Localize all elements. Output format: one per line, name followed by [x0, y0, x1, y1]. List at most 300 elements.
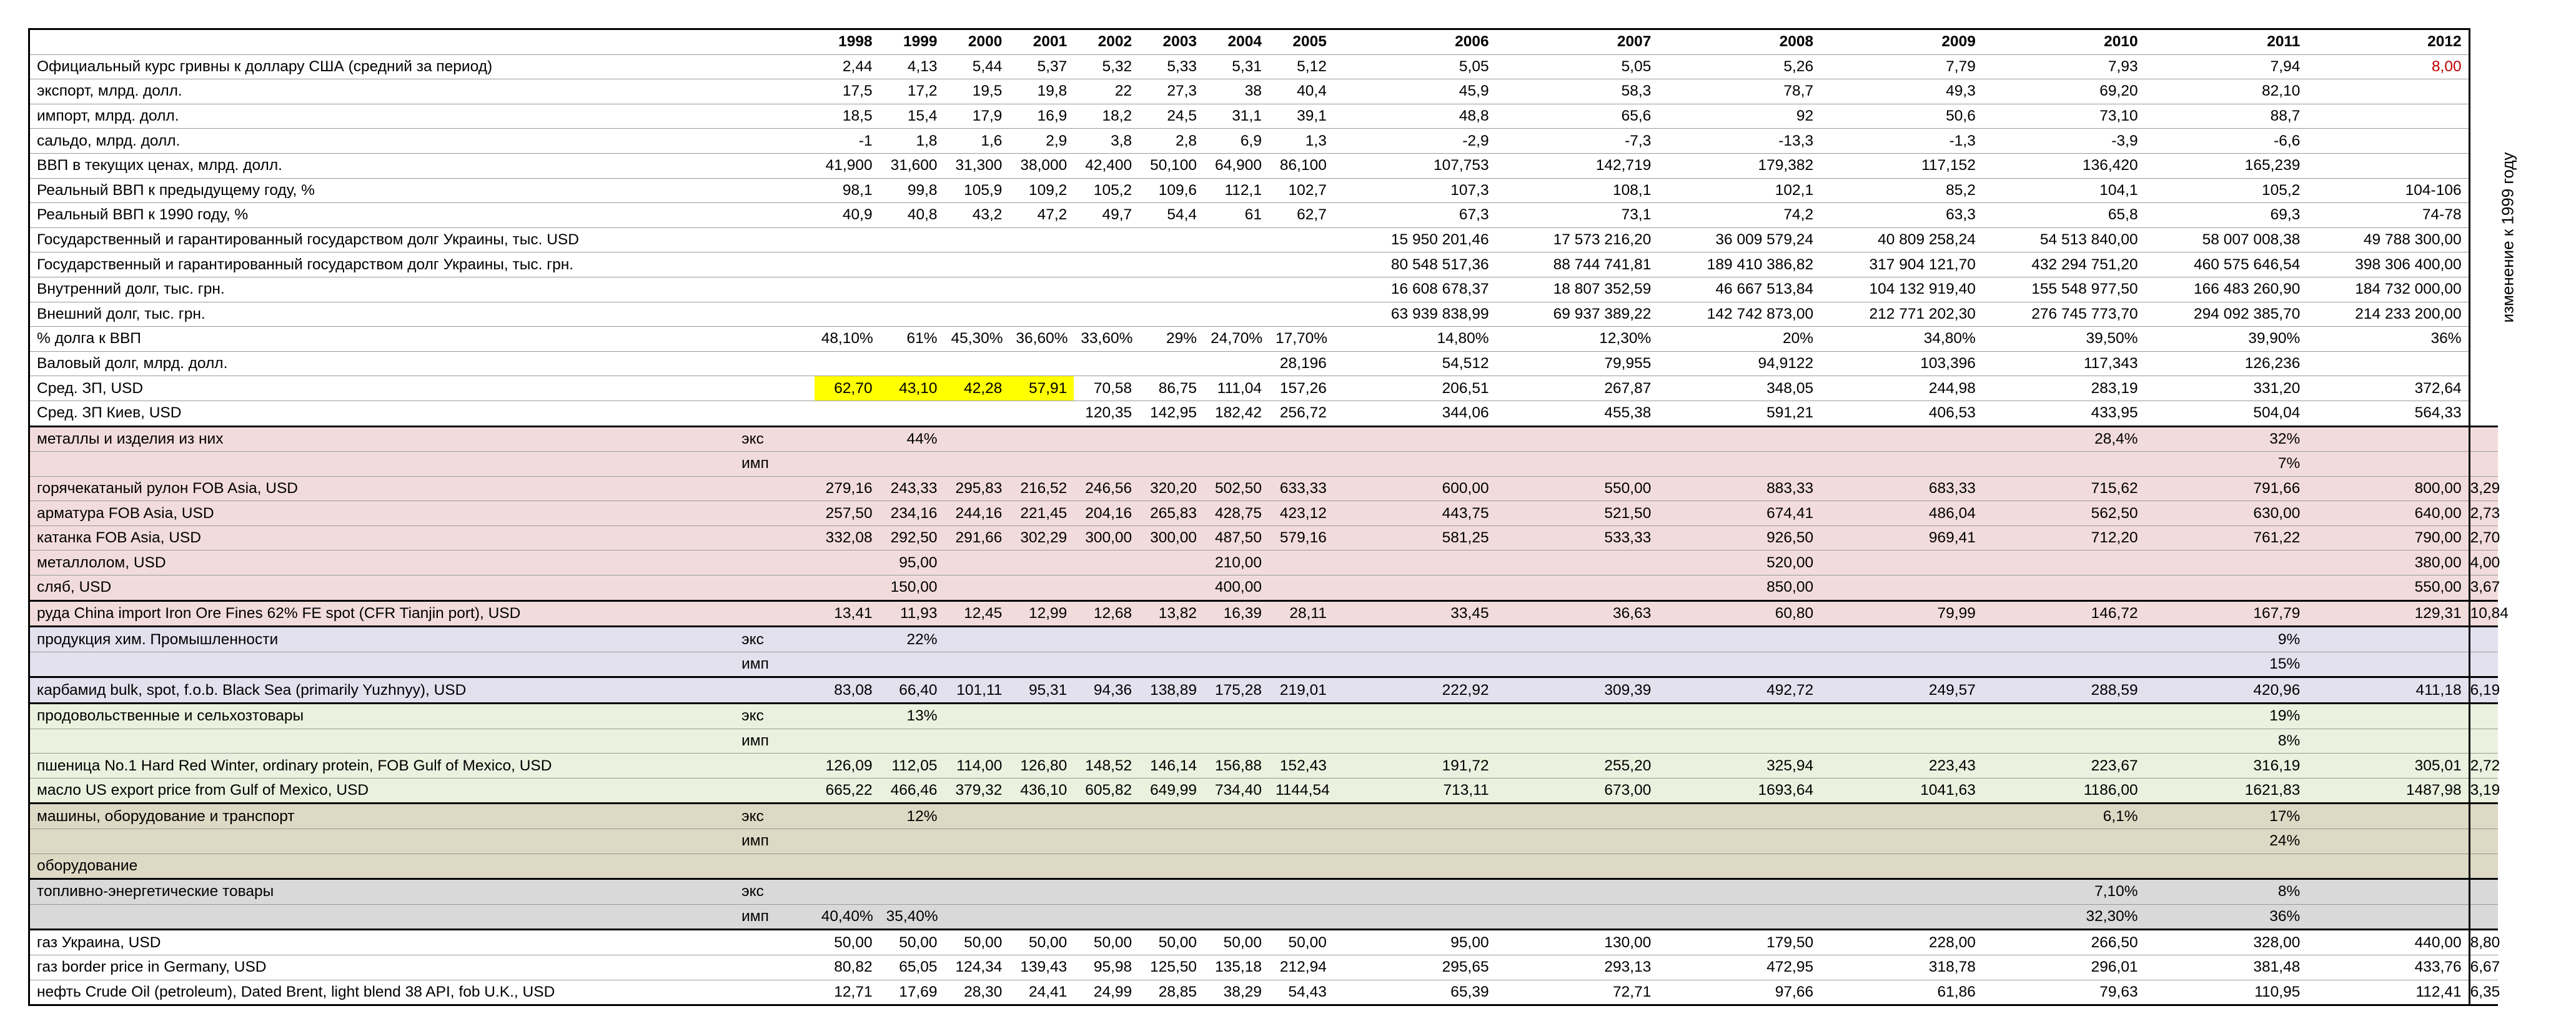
row-sublabel: [738, 854, 815, 879]
value-cell: 1,6: [944, 129, 1009, 154]
table-row: [29, 525, 2499, 550]
value-cell: [879, 351, 944, 376]
value-cell: [1269, 652, 1334, 677]
value-cell: 73,10: [1983, 104, 2145, 129]
value-cell: [2307, 829, 2469, 854]
value-cell: [1658, 652, 1820, 677]
value-cell: [1269, 426, 1334, 452]
row-label: сляб, USD: [29, 575, 738, 601]
value-cell: 80 548 517,36: [1334, 252, 1496, 277]
value-cell: 504,04: [2145, 401, 2307, 426]
value-cell: 47,2: [1009, 203, 1074, 228]
row-label: газ border price in Germany, USD: [29, 955, 738, 980]
value-cell: 36%: [2307, 327, 2469, 352]
table-row: [29, 476, 2499, 501]
value-cell: [1983, 575, 2145, 601]
value-cell: [1496, 426, 1658, 452]
year-header: 2008: [1658, 29, 1820, 55]
value-cell: 40,40%: [815, 904, 879, 930]
value-cell: 17,9: [944, 104, 1009, 129]
value-cell: 41,900: [815, 153, 879, 178]
value-cell: [1334, 804, 1496, 829]
value-cell: 5,31: [1204, 54, 1269, 79]
value-cell: 99,8: [879, 178, 944, 203]
change-cell: [2469, 879, 2498, 905]
value-cell: 69,20: [1983, 79, 2145, 104]
value-cell: -1: [815, 129, 879, 154]
row-sublabel: [738, 754, 815, 779]
value-cell: 50,00: [1139, 930, 1204, 955]
value-cell: 348,05: [1658, 376, 1820, 401]
value-cell: [944, 854, 1009, 879]
value-cell: [944, 804, 1009, 829]
value-cell: [1139, 879, 1204, 905]
value-cell: [1983, 854, 2145, 879]
value-cell: [1334, 904, 1496, 930]
value-cell: 109,6: [1139, 178, 1204, 203]
row-label: металлолом, USD: [29, 550, 738, 575]
value-cell: [1496, 575, 1658, 601]
value-cell: [1009, 302, 1074, 327]
value-cell: [1009, 401, 1074, 426]
row-label: масло US export price from Gulf of Mexico, USD: [29, 778, 738, 804]
value-cell: 45,30%: [944, 327, 1009, 352]
value-cell: 372,64: [2307, 376, 2469, 401]
table-row: [29, 904, 2499, 930]
value-cell: [944, 575, 1009, 601]
value-cell: 65,05: [879, 955, 944, 980]
value-cell: 39,1: [1269, 104, 1334, 129]
value-cell: 28,4%: [1983, 426, 2145, 452]
value-cell: -2,9: [1334, 129, 1496, 154]
value-cell: [1820, 426, 1983, 452]
value-cell: 432 294 751,20: [1983, 252, 2145, 277]
table-row: [29, 426, 2499, 452]
value-cell: [2145, 854, 2307, 879]
table-row: [29, 600, 2499, 627]
value-cell: 40,9: [815, 203, 879, 228]
value-cell: [1269, 252, 1334, 277]
value-cell: [1139, 904, 1204, 930]
row-sublabel: [738, 252, 815, 277]
value-cell: 102,1: [1658, 178, 1820, 203]
value-cell: 148,52: [1074, 754, 1139, 779]
row-sublabel: [738, 955, 815, 980]
value-cell: 243,33: [879, 476, 944, 501]
value-cell: 48,8: [1334, 104, 1496, 129]
row-sublabel: [738, 79, 815, 104]
change-cell: [2469, 829, 2498, 854]
row-sublabel: [738, 227, 815, 252]
value-cell: [1269, 550, 1334, 575]
value-cell: 139,43: [1009, 955, 1074, 980]
value-cell: 98,1: [815, 178, 879, 203]
row-label: % долга к ВВП: [29, 327, 738, 352]
value-cell: [1139, 351, 1204, 376]
value-cell: [2307, 627, 2469, 652]
table-row: [29, 277, 2499, 302]
change-cell: [2469, 401, 2498, 426]
value-cell: 36 009 579,24: [1658, 227, 1820, 252]
value-cell: 17,5: [815, 79, 879, 104]
value-cell: 380,00: [2307, 550, 2469, 575]
row-label: оборудование: [29, 854, 738, 879]
value-cell: 29%: [1139, 327, 1204, 352]
value-cell: [1334, 652, 1496, 677]
value-cell: [2307, 904, 2469, 930]
value-cell: 62,70: [815, 376, 879, 401]
row-sublabel: экс: [738, 627, 815, 652]
value-cell: 7,93: [1983, 54, 2145, 79]
value-cell: [1139, 575, 1204, 601]
row-sublabel: имп: [738, 829, 815, 854]
value-cell: [1658, 729, 1820, 754]
year-header: 2004: [1204, 29, 1269, 55]
value-cell: 443,75: [1334, 501, 1496, 526]
value-cell: 5,33: [1139, 54, 1204, 79]
year-header: 2003: [1139, 29, 1204, 55]
row-sublabel: имп: [738, 652, 815, 677]
value-cell: -13,3: [1658, 129, 1820, 154]
value-cell: [879, 829, 944, 854]
value-cell: 1693,64: [1658, 778, 1820, 804]
value-cell: [944, 829, 1009, 854]
table-row: [29, 627, 2499, 652]
table-row: [29, 501, 2499, 526]
value-cell: 550,00: [1496, 476, 1658, 501]
value-cell: 165,239: [2145, 153, 2307, 178]
table-row: [29, 203, 2499, 228]
value-cell: 67,3: [1334, 203, 1496, 228]
value-cell: 5,05: [1496, 54, 1658, 79]
value-cell: 790,00: [2307, 525, 2469, 550]
change-cell: 2,70: [2469, 525, 2498, 550]
value-cell: [944, 227, 1009, 252]
value-cell: 1,3: [1269, 129, 1334, 154]
value-cell: 562,50: [1983, 501, 2145, 526]
value-cell: [815, 452, 879, 477]
row-sublabel: экс: [738, 704, 815, 729]
value-cell: [1269, 829, 1334, 854]
value-cell: [1820, 904, 1983, 930]
value-cell: [1658, 627, 1820, 652]
year-header: 2006: [1334, 29, 1496, 55]
row-sublabel: [738, 525, 815, 550]
value-cell: 54 513 840,00: [1983, 227, 2145, 252]
row-sublabel: экс: [738, 879, 815, 905]
change-cell: [2469, 104, 2498, 129]
value-cell: [2307, 426, 2469, 452]
value-cell: 95,00: [879, 550, 944, 575]
row-sublabel: [738, 302, 815, 327]
value-cell: [815, 704, 879, 729]
value-cell: [1009, 252, 1074, 277]
change-cell: [2469, 54, 2498, 79]
year-header: 2009: [1820, 29, 1983, 55]
row-sublabel: имп: [738, 452, 815, 477]
year-header: 2010: [1983, 29, 2145, 55]
table-row: [29, 575, 2499, 601]
value-cell: [1269, 227, 1334, 252]
value-cell: [1009, 452, 1074, 477]
value-cell: 292,50: [879, 525, 944, 550]
value-cell: 79,955: [1496, 351, 1658, 376]
value-cell: 94,9122: [1658, 351, 1820, 376]
row-label: Внешний долг, тыс. грн.: [29, 302, 738, 327]
value-cell: [1269, 854, 1334, 879]
value-cell: 244,16: [944, 501, 1009, 526]
table-row: [29, 227, 2499, 252]
value-cell: 216,52: [1009, 476, 1074, 501]
value-cell: 219,01: [1269, 677, 1334, 704]
value-cell: 328,00: [2145, 930, 2307, 955]
value-cell: 43,2: [944, 203, 1009, 228]
value-cell: 24,99: [1074, 980, 1139, 1005]
value-cell: 12%: [879, 804, 944, 829]
table-row: [29, 778, 2499, 804]
value-cell: [1496, 627, 1658, 652]
side-header: [2469, 29, 2498, 55]
value-cell: 5,26: [1658, 54, 1820, 79]
value-cell: 17,2: [879, 79, 944, 104]
value-cell: 492,72: [1658, 677, 1820, 704]
value-cell: [944, 401, 1009, 426]
value-cell: 58,3: [1496, 79, 1658, 104]
value-cell: [944, 550, 1009, 575]
value-cell: 8,00: [2307, 54, 2469, 79]
value-cell: [944, 252, 1009, 277]
value-cell: [1074, 426, 1139, 452]
value-cell: 120,35: [1074, 401, 1139, 426]
value-cell: 69,3: [2145, 203, 2307, 228]
value-cell: [879, 879, 944, 905]
value-cell: 34,80%: [1820, 327, 1983, 352]
value-cell: 316,19: [2145, 754, 2307, 779]
value-cell: 223,43: [1820, 754, 1983, 779]
value-cell: -7,3: [1496, 129, 1658, 154]
value-cell: 88 744 741,81: [1496, 252, 1658, 277]
table-row: [29, 401, 2499, 426]
value-cell: 42,28: [944, 376, 1009, 401]
value-cell: [944, 277, 1009, 302]
value-cell: [1009, 351, 1074, 376]
table-row: [29, 54, 2499, 79]
value-cell: [1204, 904, 1269, 930]
value-cell: 212,94: [1269, 955, 1334, 980]
value-cell: 320,20: [1139, 476, 1204, 501]
value-cell: [1496, 829, 1658, 854]
row-label: ВВП в текущих ценах, млрд. долл.: [29, 153, 738, 178]
value-cell: [1009, 627, 1074, 652]
row-sublabel: [738, 476, 815, 501]
value-cell: [944, 627, 1009, 652]
year-header: 2011: [2145, 29, 2307, 55]
row-sublabel: [738, 153, 815, 178]
value-cell: [944, 729, 1009, 754]
value-cell: 18,2: [1074, 104, 1139, 129]
value-cell: [944, 879, 1009, 905]
table-row: [29, 302, 2499, 327]
value-cell: 221,45: [1009, 501, 1074, 526]
value-cell: 104 132 919,40: [1820, 277, 1983, 302]
value-cell: 591,21: [1658, 401, 1820, 426]
row-label: арматура FOB Asia, USD: [29, 501, 738, 526]
value-cell: 13,82: [1139, 600, 1204, 627]
row-label: экспорт, млрд. долл.: [29, 79, 738, 104]
value-cell: 142,719: [1496, 153, 1658, 178]
change-cell: 6,19: [2469, 677, 2498, 704]
row-label: топливно-энергетические товары: [29, 879, 738, 905]
row-label: пшеница No.1 Hard Red Winter, ordinary protein, FOB Gulf of Mexico, USD: [29, 754, 738, 779]
value-cell: 1041,63: [1820, 778, 1983, 804]
row-label: сальдо, млрд. долл.: [29, 129, 738, 154]
value-cell: [1820, 829, 1983, 854]
value-cell: 5,32: [1074, 54, 1139, 79]
value-cell: 7,94: [2145, 54, 2307, 79]
value-cell: [1496, 550, 1658, 575]
value-cell: [1204, 627, 1269, 652]
table-row: [29, 804, 2499, 829]
row-sublabel: имп: [738, 729, 815, 754]
value-cell: [815, 351, 879, 376]
value-cell: 436,10: [1009, 778, 1074, 804]
value-cell: 212 771 202,30: [1820, 302, 1983, 327]
value-cell: 255,20: [1496, 754, 1658, 779]
value-cell: [1204, 729, 1269, 754]
table-row: [29, 351, 2499, 376]
value-cell: 125,50: [1139, 955, 1204, 980]
value-cell: [815, 426, 879, 452]
value-cell: [1139, 829, 1204, 854]
value-cell: [2145, 550, 2307, 575]
value-cell: 791,66: [2145, 476, 2307, 501]
value-cell: 15,4: [879, 104, 944, 129]
value-cell: [1139, 302, 1204, 327]
value-cell: 50,00: [1074, 930, 1139, 955]
value-cell: 101,11: [944, 677, 1009, 704]
value-cell: 31,1: [1204, 104, 1269, 129]
year-header: 1999: [879, 29, 944, 55]
value-cell: [1009, 277, 1074, 302]
value-cell: 712,20: [1983, 525, 2145, 550]
value-cell: [815, 627, 879, 652]
table-row: [29, 452, 2499, 477]
value-cell: 175,28: [1204, 677, 1269, 704]
change-cell: 4,00: [2469, 550, 2498, 575]
value-cell: 24,41: [1009, 980, 1074, 1005]
value-cell: 24,5: [1139, 104, 1204, 129]
value-cell: [815, 227, 879, 252]
value-cell: 486,04: [1820, 501, 1983, 526]
value-cell: 276 745 773,70: [1983, 302, 2145, 327]
value-cell: [1496, 704, 1658, 729]
value-cell: [1074, 829, 1139, 854]
value-cell: 36,60%: [1009, 327, 1074, 352]
value-cell: 640,00: [2307, 501, 2469, 526]
value-cell: 24,70%: [1204, 327, 1269, 352]
value-cell: 105,2: [1074, 178, 1139, 203]
value-cell: 61,86: [1820, 980, 1983, 1005]
value-cell: 302,29: [1009, 525, 1074, 550]
value-cell: 14,80%: [1334, 327, 1496, 352]
value-cell: [815, 879, 879, 905]
value-cell: [1334, 729, 1496, 754]
value-cell: [1820, 452, 1983, 477]
value-cell: 66,40: [879, 677, 944, 704]
value-cell: [1204, 804, 1269, 829]
table-row: [29, 955, 2499, 980]
value-cell: 54,43: [1269, 980, 1334, 1005]
value-cell: 107,3: [1334, 178, 1496, 203]
value-cell: [1820, 575, 1983, 601]
value-cell: 48,10%: [815, 327, 879, 352]
value-cell: 16,9: [1009, 104, 1074, 129]
value-cell: 114,00: [944, 754, 1009, 779]
row-label: нефть Crude Oil (petroleum), Dated Brent, light blend 38 API, fob U.K., USD: [29, 980, 738, 1005]
value-cell: [1983, 627, 2145, 652]
row-sublabel: [738, 277, 815, 302]
value-cell: [1334, 452, 1496, 477]
value-cell: [1009, 704, 1074, 729]
value-cell: [879, 854, 944, 879]
value-cell: [1204, 227, 1269, 252]
value-cell: [1009, 550, 1074, 575]
value-cell: 204,16: [1074, 501, 1139, 526]
table-row: [29, 980, 2499, 1005]
value-cell: 150,00: [879, 575, 944, 601]
value-cell: 142 742 873,00: [1658, 302, 1820, 327]
change-cell: 2,73: [2469, 501, 2498, 526]
row-label: [29, 904, 738, 930]
value-cell: 72,71: [1496, 980, 1658, 1005]
value-cell: 12,71: [815, 980, 879, 1005]
value-cell: 683,33: [1820, 476, 1983, 501]
table-row: [29, 754, 2499, 779]
value-cell: 27,3: [1139, 79, 1204, 104]
value-cell: [1496, 452, 1658, 477]
value-cell: [815, 854, 879, 879]
value-cell: [1658, 704, 1820, 729]
value-cell: 267,87: [1496, 376, 1658, 401]
value-cell: 579,16: [1269, 525, 1334, 550]
row-label: [29, 729, 738, 754]
value-cell: 74-78: [2307, 203, 2469, 228]
value-cell: 24%: [2145, 829, 2307, 854]
value-cell: 309,39: [1496, 677, 1658, 704]
value-cell: 12,99: [1009, 600, 1074, 627]
value-cell: [1074, 904, 1139, 930]
year-header: 2002: [1074, 29, 1139, 55]
row-sublabel: [738, 129, 815, 154]
value-cell: [1269, 904, 1334, 930]
change-cell: 3,19: [2469, 778, 2498, 804]
year-header: 2000: [944, 29, 1009, 55]
value-cell: 124,34: [944, 955, 1009, 980]
value-cell: 50,00: [815, 930, 879, 955]
value-cell: [1269, 627, 1334, 652]
change-cell: 10,84: [2469, 600, 2498, 627]
change-cell: [2469, 351, 2498, 376]
value-cell: 44%: [879, 426, 944, 452]
value-cell: 600,00: [1334, 476, 1496, 501]
value-cell: [1983, 550, 2145, 575]
value-cell: [1139, 854, 1204, 879]
value-cell: [1983, 829, 2145, 854]
value-cell: 502,50: [1204, 476, 1269, 501]
value-cell: 105,2: [2145, 178, 2307, 203]
value-cell: 420,96: [2145, 677, 2307, 704]
value-cell: 80,82: [815, 955, 879, 980]
